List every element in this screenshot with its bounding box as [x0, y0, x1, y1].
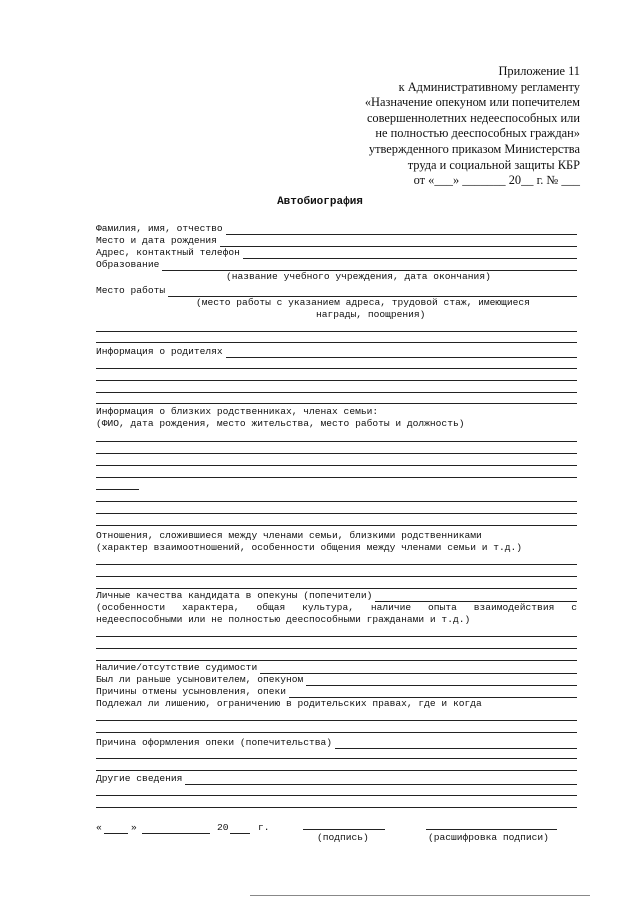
relatives-label: Информация о близких родственниках, членах семьи:: [96, 406, 379, 417]
date-day-line[interactable]: [104, 833, 128, 834]
blank-line[interactable]: [96, 342, 577, 343]
address-label: Адрес, контактный телефон: [96, 247, 240, 258]
appendix-line: труда и социальной защиты КБР: [407, 157, 580, 172]
blank-line[interactable]: [96, 465, 577, 466]
blank-line[interactable]: [96, 564, 577, 565]
education-hint: (название учебного учреждения, дата окончания): [226, 271, 491, 282]
address-field[interactable]: [96, 247, 577, 259]
signature-decode-line[interactable]: [426, 829, 557, 830]
deprivation-label: Подлежал ли лишению, ограничению в родительских правах, где и когда: [96, 698, 482, 709]
qualities-label: Личные качества кандидата в опекуны (попечители): [96, 590, 373, 601]
blank-line[interactable]: [96, 392, 577, 393]
adoption-cancel-field[interactable]: [96, 686, 577, 698]
parents-label: Информация о родителях: [96, 346, 223, 357]
blank-line[interactable]: [96, 795, 577, 796]
relations-label: Отношения, сложившиеся между членами семьи, близкими родственниками: [96, 530, 482, 541]
blank-line[interactable]: [96, 525, 577, 526]
blank-line[interactable]: [96, 331, 577, 332]
blank-line[interactable]: [96, 501, 577, 502]
date-year-line[interactable]: [230, 833, 250, 834]
blank-line[interactable]: [96, 588, 577, 589]
adoption-cancel-input-line[interactable]: [289, 688, 577, 698]
blank-line[interactable]: [96, 576, 577, 577]
date-year-suffix: г.: [258, 822, 270, 833]
work-field[interactable]: [96, 285, 577, 297]
relatives-hint: (ФИО, дата рождения, место жительства, место работы и должность): [96, 418, 465, 429]
date-month-line[interactable]: [142, 833, 210, 834]
blank-line[interactable]: [96, 758, 577, 759]
education-label: Образование: [96, 259, 160, 270]
birth-field[interactable]: [96, 235, 577, 247]
other-input-line[interactable]: [185, 775, 577, 785]
blank-line[interactable]: [96, 807, 577, 808]
date-open-quote: «: [96, 822, 102, 833]
blank-line[interactable]: [96, 720, 577, 721]
blank-line[interactable]: [96, 403, 577, 404]
appendix-line: утвержденного приказом Министерства: [368, 141, 580, 156]
work-hint-line1: (место работы с указанием адреса, трудовой стаж, имеющиеся: [196, 297, 530, 308]
work-label: Место работы: [96, 285, 166, 296]
qualities-hint-line1: (особенности характера, общая культура, наличие опыта взаимодействия с: [96, 602, 577, 613]
blank-line[interactable]: [96, 368, 577, 369]
adopter-field[interactable]: [96, 674, 577, 686]
parents-field[interactable]: [96, 346, 577, 358]
appendix-line: к Административному регламенту: [398, 79, 580, 94]
blank-line[interactable]: [96, 441, 577, 442]
blank-line[interactable]: [96, 660, 577, 661]
education-input-line[interactable]: [162, 261, 577, 271]
parents-input-line[interactable]: [226, 348, 577, 358]
conviction-input-line[interactable]: [260, 664, 577, 674]
appendix-line: не полностью дееспособных граждан»: [375, 126, 580, 141]
address-input-line[interactable]: [243, 249, 577, 259]
signature-line[interactable]: [303, 829, 385, 830]
work-hint-line2: награды, поощрения): [316, 309, 426, 320]
conviction-field[interactable]: [96, 662, 577, 674]
fio-input-line[interactable]: [226, 225, 577, 235]
date-year-prefix: 20: [217, 822, 229, 833]
appendix-line: «Назначение опекуном или попечителем: [364, 95, 580, 110]
qualities-input-line[interactable]: [375, 592, 577, 602]
adopter-label: Был ли раньше усыновителем, опекуном: [96, 674, 304, 685]
reason-field[interactable]: [96, 737, 577, 749]
reason-input-line[interactable]: [335, 739, 577, 749]
fio-label: Фамилия, имя, отчество: [96, 223, 223, 234]
qualities-field[interactable]: [96, 590, 577, 602]
education-field[interactable]: [96, 259, 577, 271]
blank-line[interactable]: [96, 636, 577, 637]
reason-label: Причина оформления опеки (попечительства): [96, 737, 333, 748]
blank-line[interactable]: [96, 477, 577, 478]
work-input-line[interactable]: [168, 287, 577, 297]
birth-input-line[interactable]: [220, 237, 577, 247]
other-field[interactable]: [96, 773, 577, 785]
blank-line[interactable]: [96, 453, 577, 454]
appendix-line: от «___» _______ 20__ г. № ___: [413, 173, 580, 188]
document-title: Автобиография: [277, 196, 363, 208]
fio-field[interactable]: [96, 223, 577, 235]
blank-line-short[interactable]: [96, 489, 139, 490]
blank-line[interactable]: [96, 380, 577, 381]
adoption-cancel-label: Причины отмены усыновления, опеки: [96, 686, 286, 697]
adopter-input-line[interactable]: [306, 676, 577, 686]
blank-line[interactable]: [96, 648, 577, 649]
birth-label: Место и дата рождения: [96, 235, 217, 246]
blank-line[interactable]: [96, 732, 577, 733]
signature-decode-label: (расшифровка подписи): [428, 832, 549, 843]
blank-line[interactable]: [96, 770, 577, 771]
blank-line[interactable]: [96, 513, 577, 514]
other-label: Другие сведения: [96, 773, 183, 784]
appendix-header: [340, 64, 580, 189]
qualities-hint-line2: недееспособными или не полностью дееспособными гражданами и т.д.): [96, 614, 471, 625]
relations-hint: (характер взаимоотношений, особенности общения между членами семьи и т.д.): [96, 542, 523, 553]
appendix-line: Приложение 11: [498, 64, 580, 78]
page-bottom-rule: [250, 895, 590, 896]
signature-label: (подпись): [317, 832, 369, 843]
conviction-label: Наличие/отсутствие судимости: [96, 662, 258, 673]
date-close-quote: »: [131, 822, 137, 833]
appendix-line: совершеннолетних недееспособных или: [366, 110, 580, 125]
